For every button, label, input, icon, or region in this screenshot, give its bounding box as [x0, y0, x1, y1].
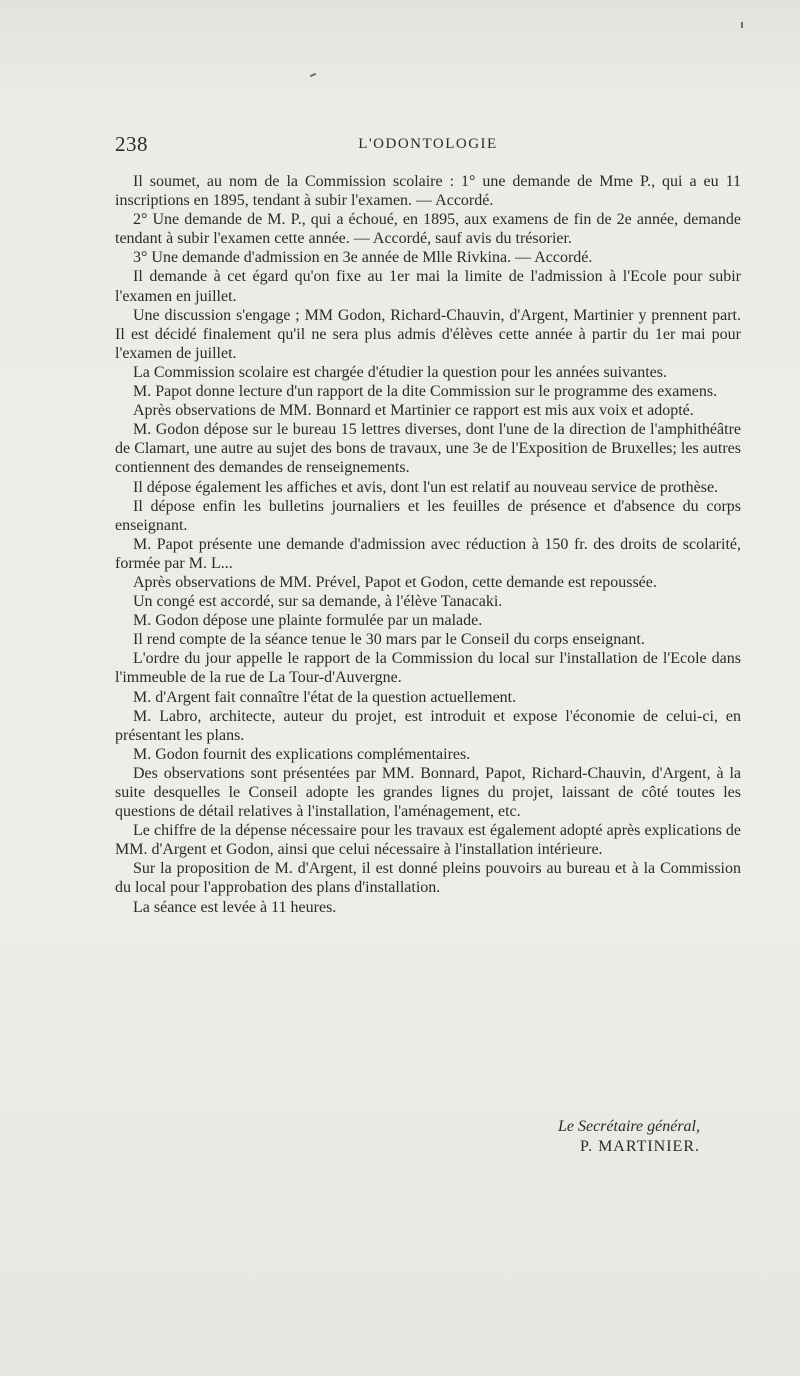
paragraph: 2° Une demande de M. P., qui a échoué, en 1895, aux examens de fin de 2e année, demande tendant à subir l'examen cette année. — Accordé, sauf avis du trésorier. — [115, 211, 741, 248]
paragraph: Après observations de MM. Bonnard et Martinier ce rapport est mis aux voix et adopté. — [133, 402, 694, 420]
paper-speck — [310, 73, 316, 77]
paragraph: La Commission scolaire est chargée d'étudier la question pour les années suivantes. — [133, 363, 667, 381]
paragraph: 3° Une demande d'admission en 3e année de Mlle Rivkina. — Accordé. — [133, 249, 593, 267]
paragraph: La séance est levée à 11 heures. — [133, 898, 337, 916]
paragraph: Une discussion s'engage ; MM Godon, Richard-Chauvin, d'Argent, Martinier y prennent part. Il est décidé finalement qu'il ne sera plus admis d'élèves cette année à partir du 1er mai pour l'examen de juillet. — [115, 306, 741, 362]
paragraph: M. Papot présente une demande d'admission avec réduction à 150 fr. des droits de scolarité, formée par M. L... — [115, 535, 741, 572]
paragraph: Le chiffre de la dépense nécessaire pour les travaux est également adopté après explications de MM. d'Argent et Godon, ainsi que celui nécessaire à l'installation intérieure. — [115, 822, 741, 859]
page-header — [115, 132, 741, 158]
paragraph: Il rend compte de la séance tenue le 30 mars par le Conseil du corps enseignant. — [133, 631, 645, 649]
paragraph: M. Papot donne lecture d'un rapport de la dite Commission sur le programme des examens. — [133, 383, 718, 401]
paragraph: Il soumet, au nom de la Commission scolaire : 1° une demande de Mme P., qui a eu 11 inscriptions en 1895, tendant à subir l'examen. — Accordé. — [115, 173, 741, 210]
paragraph: Sur la proposition de M. d'Argent, il est donné pleins pouvoirs au bureau et à la Commission du local pour l'approbation des plans d'installation. — [115, 860, 741, 897]
paragraph: Des observations sont présentées par MM. Bonnard, Papot, Richard-Chauvin, d'Argent, à la suite desquelles le Conseil adopte les grandes lignes du projet, laissant de côté toutes les questions de détail relatives à l'installation, l'aménagement, etc. — [115, 764, 741, 821]
paragraph: M. Labro, architecte, auteur du projet, est introduit et expose l'économie de celui-ci, en présentant les plans. — [115, 707, 741, 744]
paragraph: M. Godon fournit des explications complémentaires. — [133, 745, 471, 763]
signature-block — [558, 1117, 700, 1157]
signature-name: P. MARTINIER. — [579, 1138, 700, 1155]
minutes-text — [115, 172, 741, 917]
paper-speck — [741, 22, 743, 28]
paragraph: Un congé est accordé, sur sa demande, à l'élève Tanacaki. — [133, 593, 503, 611]
paragraph: L'ordre du jour appelle le rapport de la Commission du local sur l'installation de l'Ecole dans l'immeuble de la rue de La Tour-d'Auvergne. — [115, 650, 741, 687]
signature-title: Le Secrétaire général, — [557, 1118, 700, 1135]
paragraph: Il dépose enfin les bulletins journaliers et les feuilles de présence et d'absence du corps enseignant. — [115, 497, 741, 534]
paragraph: Il dépose également les affiches et avis, dont l'un est relatif au nouveau service de prothèse. — [133, 478, 719, 496]
paragraph: M. Godon dépose sur le bureau 15 lettres diverses, dont l'une de la direction de l'amphithéâtre de Clamart, une autre au sujet des bons de travaux, une 3e de l'Exposition de Bruxelles; les autres contiennent des demandes de renseignements. — [115, 421, 741, 477]
page-number: 238 — [115, 132, 148, 156]
paragraph: Il demande à cet égard qu'on fixe au 1er mai la limite de l'admission à l'Ecole pour subir l'examen en juillet. — [115, 268, 741, 305]
running-title: L'ODONTOLOGIE — [358, 136, 498, 152]
paragraph: Après observations de MM. Prével, Papot et Godon, cette demande est repoussée. — [133, 573, 657, 591]
paragraph: M. Godon dépose une plainte formulée par un malade. — [133, 612, 483, 630]
paragraph: M. d'Argent fait connaître l'état de la question actuellement. — [133, 688, 517, 706]
